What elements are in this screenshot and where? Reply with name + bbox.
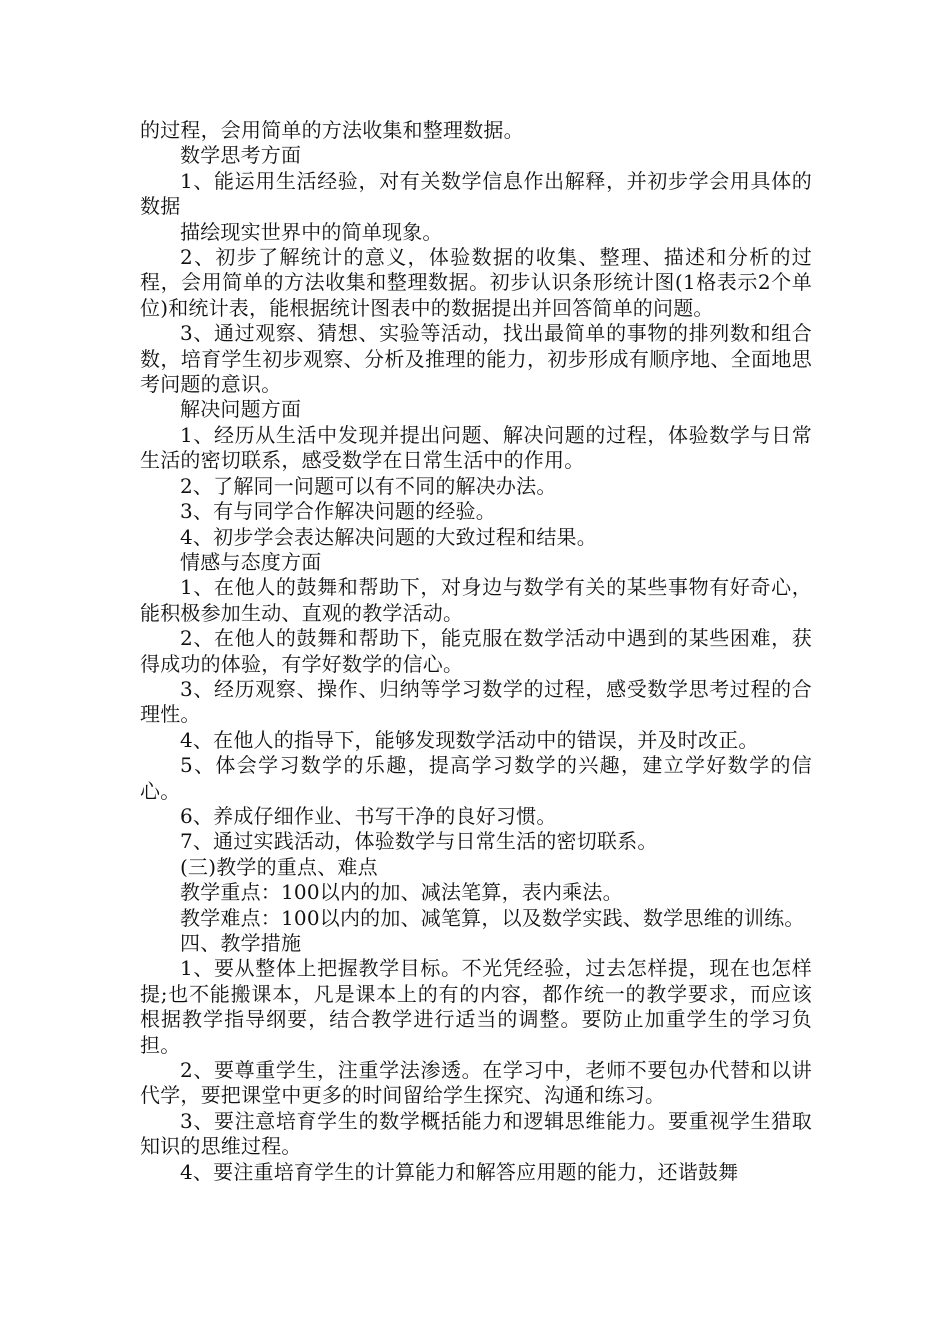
paragraph: 7、通过实践活动，体验数学与日常生活的密切联系。 bbox=[180, 829, 658, 854]
paragraph: 3、有与同学合作解决问题的经验。 bbox=[180, 499, 496, 524]
paragraph: 数学思考方面 bbox=[180, 143, 302, 168]
paragraph: 4、初步学会表达解决问题的大致过程和结果。 bbox=[180, 524, 597, 549]
paragraph: 6、养成仔细作业、书写干净的良好习惯。 bbox=[180, 803, 557, 828]
document-body bbox=[140, 118, 812, 1185]
paragraph: 3、要注意培育学生的数学概括能力和逻辑思维能力。要重视学生猎取知识的思维过程。 bbox=[140, 1108, 812, 1159]
paragraph: 1、要从整体上把握教学目标。不光凭经验，过去怎样提，现在也怎样提;也不能搬课本，凡是课本上的有的内容，都作统一的教学要求，而应该根据教学指导纲要，结合教学进行适当的调整。要防止加重学生的学习负担。 bbox=[140, 956, 812, 1057]
paragraph: (三)教学的重点、难点 bbox=[180, 854, 378, 879]
paragraph: 2、在他人的鼓舞和帮助下，能克服在数学活动中遇到的某些困难，获得成功的体验，有学好数学的信心。 bbox=[140, 626, 812, 676]
paragraph: 的过程，会用简单的方法收集和整理数据。 bbox=[140, 118, 524, 142]
paragraph: 1、能运用生活经验，对有关数学信息作出解释，并初步学会用具体的数据 bbox=[140, 168, 812, 219]
paragraph: 5、体会学习数学的乐趣，提高学习数学的兴趣，建立学好数学的信心。 bbox=[140, 753, 812, 803]
paragraph: 教学难点：100以内的加、减笔算，以及数学实践、数学思维的训练。 bbox=[180, 905, 805, 930]
paragraph: 4、在他人的指导下，能够发现数学活动中的错误，并及时改正。 bbox=[180, 727, 759, 752]
paragraph: 4、要注重培育学生的计算能力和解答应用题的能力，还谐鼓舞 bbox=[180, 1159, 739, 1184]
paragraph: 2、初步了解统计的意义，体验数据的收集、整理、描述和分析的过程，会用简单的方法收集和整理数据。初步认识条形统计图(1格表示2个单位)和统计表，能根据统计图表中的数据提出并回答简单的问题。 bbox=[140, 245, 812, 320]
paragraph: 四、教学措施 bbox=[180, 931, 302, 955]
paragraph: 教学重点：100以内的加、减法笔算，表内乘法。 bbox=[180, 880, 623, 905]
paragraph: 3、通过观察、猜想、实验等活动，找出最简单的事物的排列数和组合数，培育学生初步观察、分析及推理的能力，初步形成有顺序地、全面地思考问题的意识。 bbox=[140, 321, 812, 397]
paragraph: 解决问题方面 bbox=[180, 397, 302, 422]
paragraph: 2、了解同一问题可以有不同的解决办法。 bbox=[180, 473, 557, 498]
paragraph: 2、要尊重学生，注重学法渗透。在学习中，老师不要包办代替和以讲代学，要把课堂中更多的时间留给学生探究、沟通和练习。 bbox=[140, 1058, 812, 1108]
paragraph: 描绘现实世界中的简单现象。 bbox=[180, 219, 443, 244]
paragraph: 3、经历观察、操作、归纳等学习数学的过程，感受数学思考过程的合理性。 bbox=[140, 676, 812, 727]
paragraph: 1、经历从生活中发现并提出问题、解决问题的过程，体验数学与日常生活的密切联系，感受数学在日常生活中的作用。 bbox=[140, 422, 812, 473]
paragraph: 1、在他人的鼓舞和帮助下，对身边与数学有关的某些事物有好奇心，能积极参加生动、直观的教学活动。 bbox=[140, 575, 812, 625]
paragraph: 情感与态度方面 bbox=[180, 549, 322, 574]
